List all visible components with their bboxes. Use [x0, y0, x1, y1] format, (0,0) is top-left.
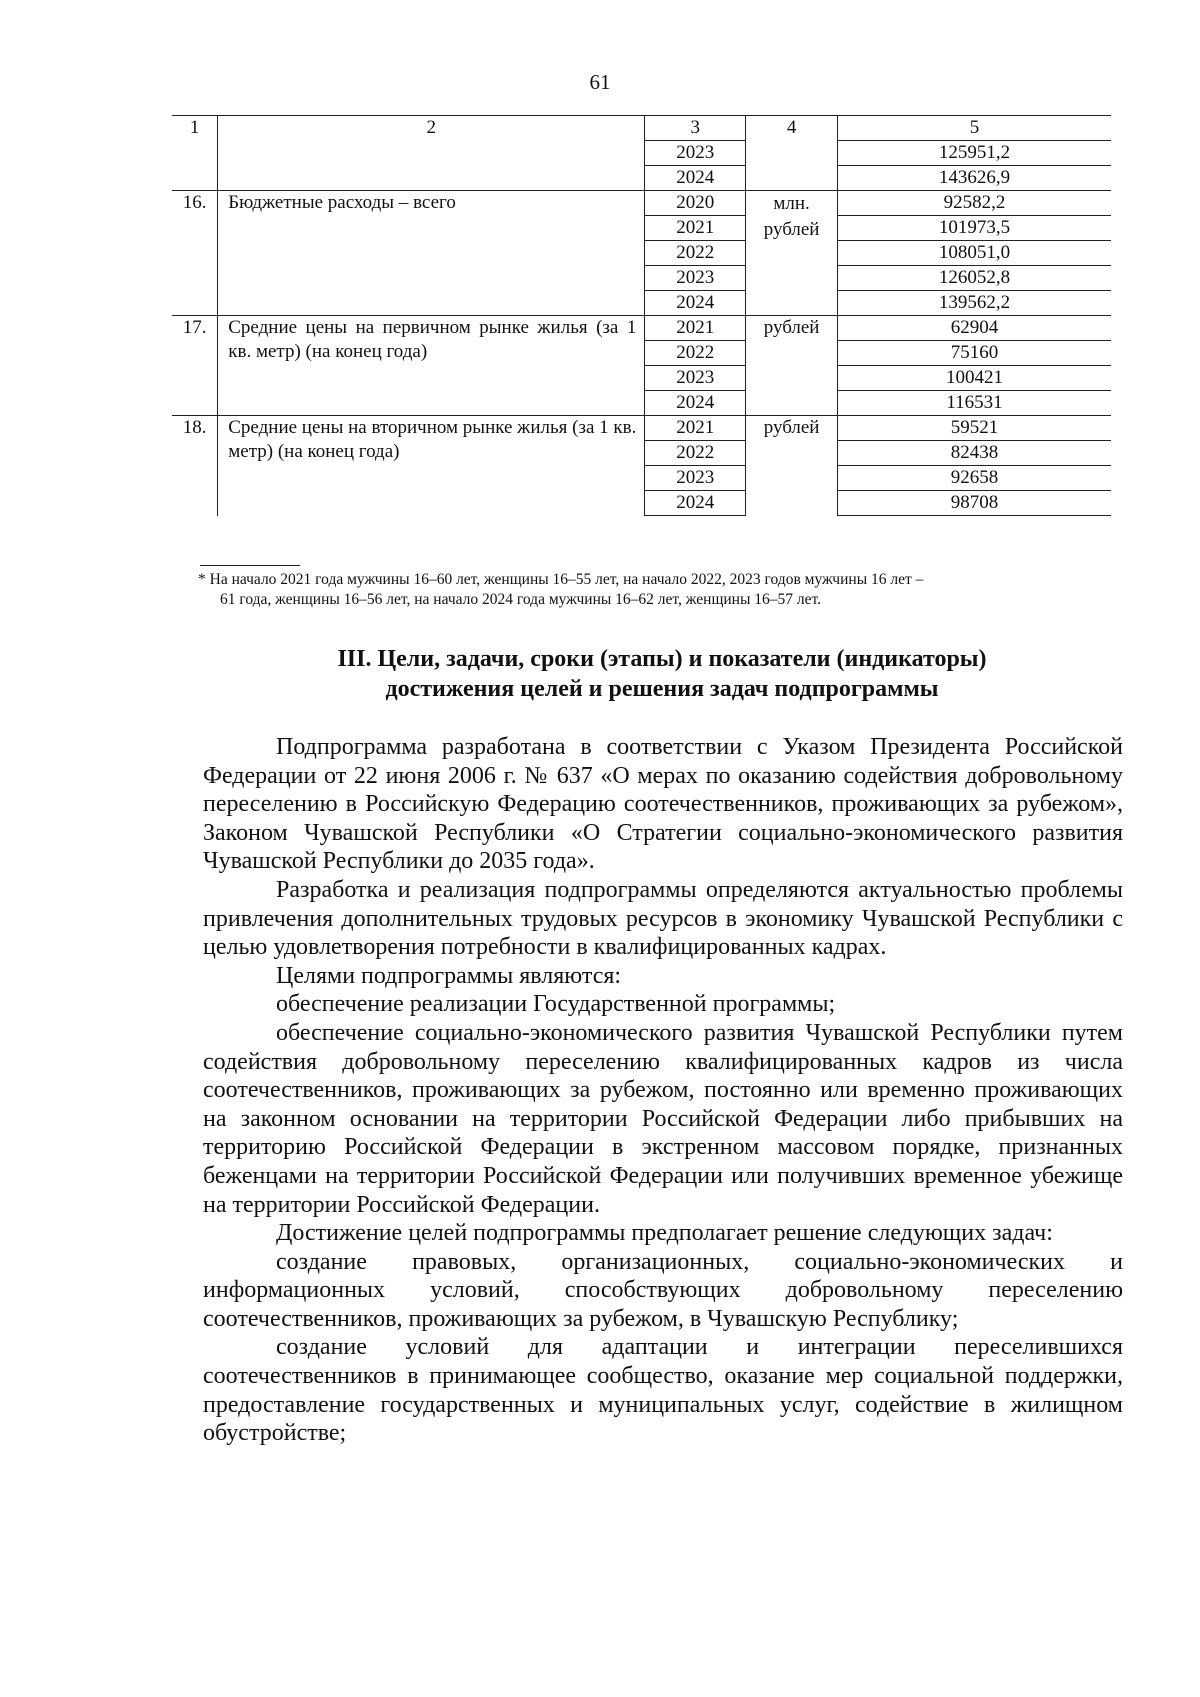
header-cell: 5: [837, 116, 1111, 141]
value-cell: 116531: [837, 391, 1111, 416]
paragraph: обеспечение социально-экономического развития Чувашской Республики путем содействия добровольному переселению квалифицированных кадров из числа соотечественников, проживающих за рубежом, постоянно или временно проживающих на законном основании на территории Российской Федерации либо прибывших на территорию Российской Федерации в экстренном массовом порядке, признанных беженцами на территории Российской Федерации или получивших временное убежище на территории Российской Федерации.: [203, 1019, 1123, 1218]
paragraph: создание условий для адаптации и интеграции переселившихся соотечественников в принимающее сообщество, оказание мер социальной поддержки, предоставление государственных и муниципальных услуг, содействие в жилищном обустройстве;: [203, 1334, 1123, 1447]
year-cell: 2024: [645, 391, 746, 416]
year-cell: 2021: [645, 416, 746, 441]
year-cell: 2021: [645, 316, 746, 341]
value-cell: 92658: [837, 466, 1111, 491]
header-cell: 2: [218, 116, 645, 141]
section-title: [200, 644, 1124, 704]
section-title-line: достижения целей и решения задач подпрограммы: [385, 676, 939, 702]
value-cell: 92582,2: [837, 191, 1111, 216]
year-cell: 2023: [645, 266, 746, 291]
year-cell: 2023: [645, 141, 746, 166]
name-cell: Средние цены на первичном рынке жилья (за 1 кв. метр) (на конец года): [218, 316, 645, 416]
page-number: 61: [589, 70, 611, 94]
paragraph: Разработка и реализация подпрограммы определяются актуальностью проблемы привлечения дополнительных трудовых ресурсов в экономику Чувашской Республики с целью удовлетворения потребности в квалифицированных кадрах.: [203, 876, 1123, 961]
year-cell: 2022: [645, 441, 746, 466]
year-cell: 2024: [645, 291, 746, 316]
value-cell: 126052,8: [837, 266, 1111, 291]
value-cell: 101973,5: [837, 216, 1111, 241]
value-cell: 139562,2: [837, 291, 1111, 316]
indicators-table: [172, 115, 1111, 516]
unit-cell: рублей: [746, 416, 838, 516]
header-cell: 1: [172, 116, 218, 141]
table-row: [172, 141, 1111, 166]
year-cell: 2022: [645, 341, 746, 366]
value-cell: 100421: [837, 366, 1111, 391]
name-cell: Средние цены на вторичном рынке жилья (за 1 кв. метр) (на конец года): [218, 416, 645, 516]
num-cell: 18.: [172, 416, 218, 516]
paragraph: Целями подпрограммы являются:: [276, 962, 622, 989]
section-title-line: III. Цели, задачи, сроки (этапы) и показатели (индикаторы): [337, 646, 987, 672]
header-cell: 4: [746, 116, 838, 141]
year-cell: 2021: [645, 216, 746, 241]
footnote: [198, 570, 1124, 610]
unit-cell: [746, 141, 838, 191]
num-cell: [172, 141, 218, 191]
year-cell: 2020: [645, 191, 746, 216]
footnote-line: * На начало 2021 года мужчины 16–60 лет, женщины 16–55 лет, на начало 2022, 2023 годов мужчины 16 лет –: [198, 571, 924, 588]
num-cell: 16.: [172, 191, 218, 316]
table-header-row: [172, 116, 1111, 141]
year-cell: 2022: [645, 241, 746, 266]
year-cell: 2024: [645, 166, 746, 191]
value-cell: 108051,0: [837, 241, 1111, 266]
table-row: [172, 316, 1111, 341]
paragraph: обеспечение реализации Государственной программы;: [276, 991, 836, 1018]
year-cell: 2023: [645, 466, 746, 491]
body-text: [203, 733, 1123, 1448]
value-cell: 62904: [837, 316, 1111, 341]
value-cell: 98708: [837, 491, 1111, 516]
value-cell: 125951,2: [837, 141, 1111, 166]
year-cell: 2023: [645, 366, 746, 391]
footnote-divider: [200, 565, 300, 566]
value-cell: 59521: [837, 416, 1111, 441]
table-row: [172, 416, 1111, 441]
paragraph: Подпрограмма разработана в соответствии с Указом Президента Российской Федерации от 22 июня 2006 г. № 637 «О мерах по оказанию содействия добровольному переселению в Российскую Федерацию соотечественников, проживающих за рубежом», Законом Чувашской Республики «О Стратегии социально-экономического развития Чувашской Республики до 2035 года».: [203, 734, 1123, 875]
value-cell: 143626,9: [837, 166, 1111, 191]
year-cell: 2024: [645, 491, 746, 516]
name-cell: Бюджетные расходы – всего: [218, 191, 645, 316]
paragraph: создание правовых, организационных, социально-экономических и информационных условий, способствующих добровольному переселению соотечественников, проживающих за рубежом, в Чувашскую Республику;: [203, 1248, 1123, 1332]
value-cell: 82438: [837, 441, 1111, 466]
header-cell: 3: [645, 116, 746, 141]
footnote-line: 61 года, женщины 16–56 лет, на начало 2024 года мужчины 16–62 лет, женщины 16–57 лет.: [220, 591, 821, 608]
num-cell: 17.: [172, 316, 218, 416]
paragraph: Достижение целей подпрограммы предполагает решение следующих задач:: [276, 1220, 1053, 1247]
value-cell: 75160: [837, 341, 1111, 366]
table-row: [172, 191, 1111, 216]
unit-cell: рублей: [746, 316, 838, 416]
unit-cell: млн. рублей: [746, 191, 838, 316]
name-cell: [218, 141, 645, 191]
